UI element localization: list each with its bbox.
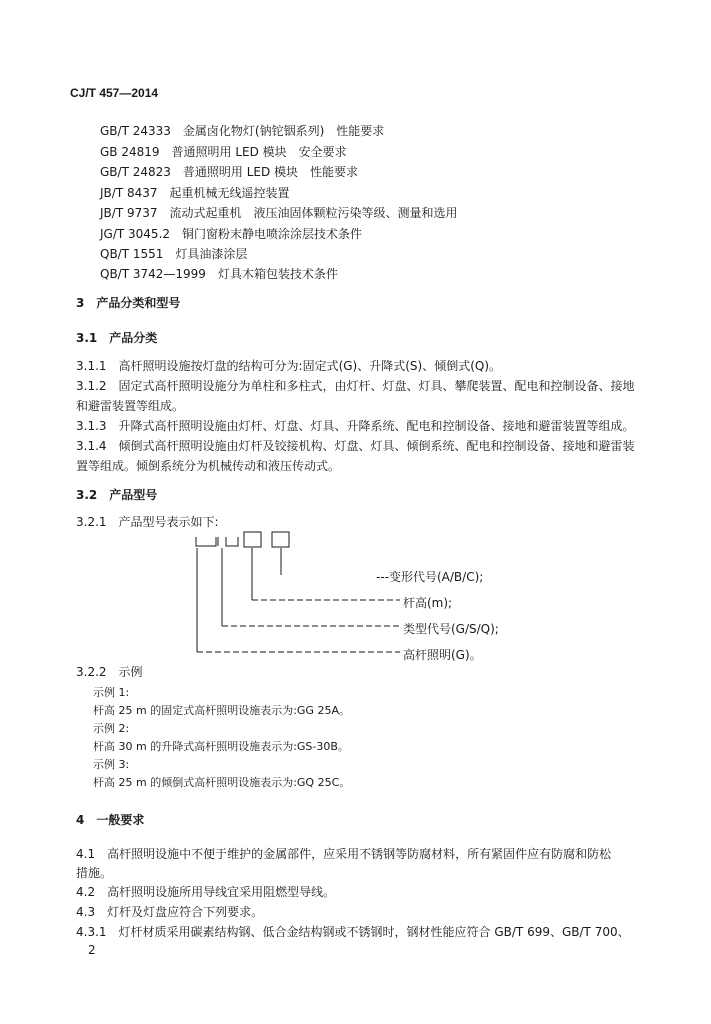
clause-4-3-1: 4.3.1 灯杆材质采用碳素结构钢、低合金结构钢或不锈钢时，钢材性能应符合 GB/T 699、GB/T 700、 xyxy=(76,925,630,939)
clause-3-1-2-line1: 3.1.2 固定式高杆照明设施分为单柱和多柱式，由灯杆、灯盘、灯具、攀爬装置、配电和控制设备、接地 xyxy=(76,379,635,393)
section-3-heading: 3 产品分类和型号 xyxy=(76,296,181,310)
page-number: 2 xyxy=(88,943,96,957)
box-height xyxy=(244,532,261,547)
clause-4-1-line2: 措施。 xyxy=(76,866,113,880)
clause-3-1-4-line2: 置等组成。倾倒系统分为机械传动和液压传动式。 xyxy=(76,459,341,473)
example-text: 杆高 25 m 的倾倒式高杆照明设施表示为:GQ 25C。 xyxy=(93,776,351,789)
diagram-label-variant: ---变形代号(A/B/C); xyxy=(376,570,484,584)
reference-item: QB/T 1551 灯具油漆涂层 xyxy=(100,247,248,261)
box-name-code xyxy=(196,537,216,546)
section-3-1-heading: 3.1 产品分类 xyxy=(76,331,158,345)
clause-3-2-2: 3.2.2 示例 xyxy=(76,665,143,679)
reference-item: GB/T 24823 普通照明用 LED 模块 性能要求 xyxy=(100,165,359,179)
example-label: 示例 1: xyxy=(93,686,130,699)
example-text: 杆高 30 m 的升降式高杆照明设施表示为:GS-30B。 xyxy=(93,740,349,753)
diagram-label-height: 杆高(m); xyxy=(403,596,453,610)
reference-item: JB/T 9737 流动式起重机 液压油固体颗粒污染等级、测量和选用 xyxy=(100,206,458,220)
example-label: 示例 3: xyxy=(93,758,130,771)
standard-number: CJ/T 457—2014 xyxy=(70,86,159,100)
example-label: 示例 2: xyxy=(93,722,130,735)
clause-4-3: 4.3 灯杆及灯盘应符合下列要求。 xyxy=(76,905,264,919)
reference-item: JG/T 3045.2 铜门窗粉末静电喷涂涂层技术条件 xyxy=(100,227,363,241)
section-4-heading: 4 一般要求 xyxy=(76,813,145,827)
reference-item: JB/T 8437 起重机械无线遥控装置 xyxy=(100,186,290,200)
clause-3-1-2-line2: 和避雷装置等组成。 xyxy=(76,399,185,413)
reference-item: GB/T 24333 金属卤化物灯(钠铊铟系列) 性能要求 xyxy=(100,124,385,138)
reference-item: GB 24819 普通照明用 LED 模块 安全要求 xyxy=(100,145,347,159)
clause-3-1-3: 3.1.3 升降式高杆照明设施由灯杆、灯盘、灯具、升降系统、配电和控制设备、接地和避雷装置等组成。 xyxy=(76,419,635,433)
section-3-2-heading: 3.2 产品型号 xyxy=(76,488,158,502)
example-text: 杆高 25 m 的固定式高杆照明设施表示为:GG 25A。 xyxy=(93,704,350,717)
clause-3-1-1: 3.1.1 高杆照明设施按灯盘的结构可分为:固定式(G)、升降式(S)、倾倒式(Q)。 xyxy=(76,359,502,373)
clause-3-2-1: 3.2.1 产品型号表示如下: xyxy=(76,515,219,529)
clause-4-1-line1: 4.1 高杆照明设施中不便于维护的金属部件，应采用不锈钢等防腐材料，所有紧固件应有防腐和防松 xyxy=(76,847,612,861)
clause-4-2: 4.2 高杆照明设施所用导线宜采用阻燃型导线。 xyxy=(76,885,336,899)
box-variant xyxy=(272,532,289,547)
reference-item: QB/T 3742—1999 灯具木箱包装技术条件 xyxy=(100,267,338,281)
diagram-label-name: 高杆照明(G)。 xyxy=(403,648,482,662)
box-type-bracket xyxy=(226,537,238,546)
clause-3-1-4-line1: 3.1.4 倾倒式高杆照明设施由灯杆及铰接机构、灯盘、灯具、倾倒系统、配电和控制设备、接地和避雷装 xyxy=(76,439,635,453)
diagram-label-type: 类型代号(G/S/Q); xyxy=(403,622,499,636)
